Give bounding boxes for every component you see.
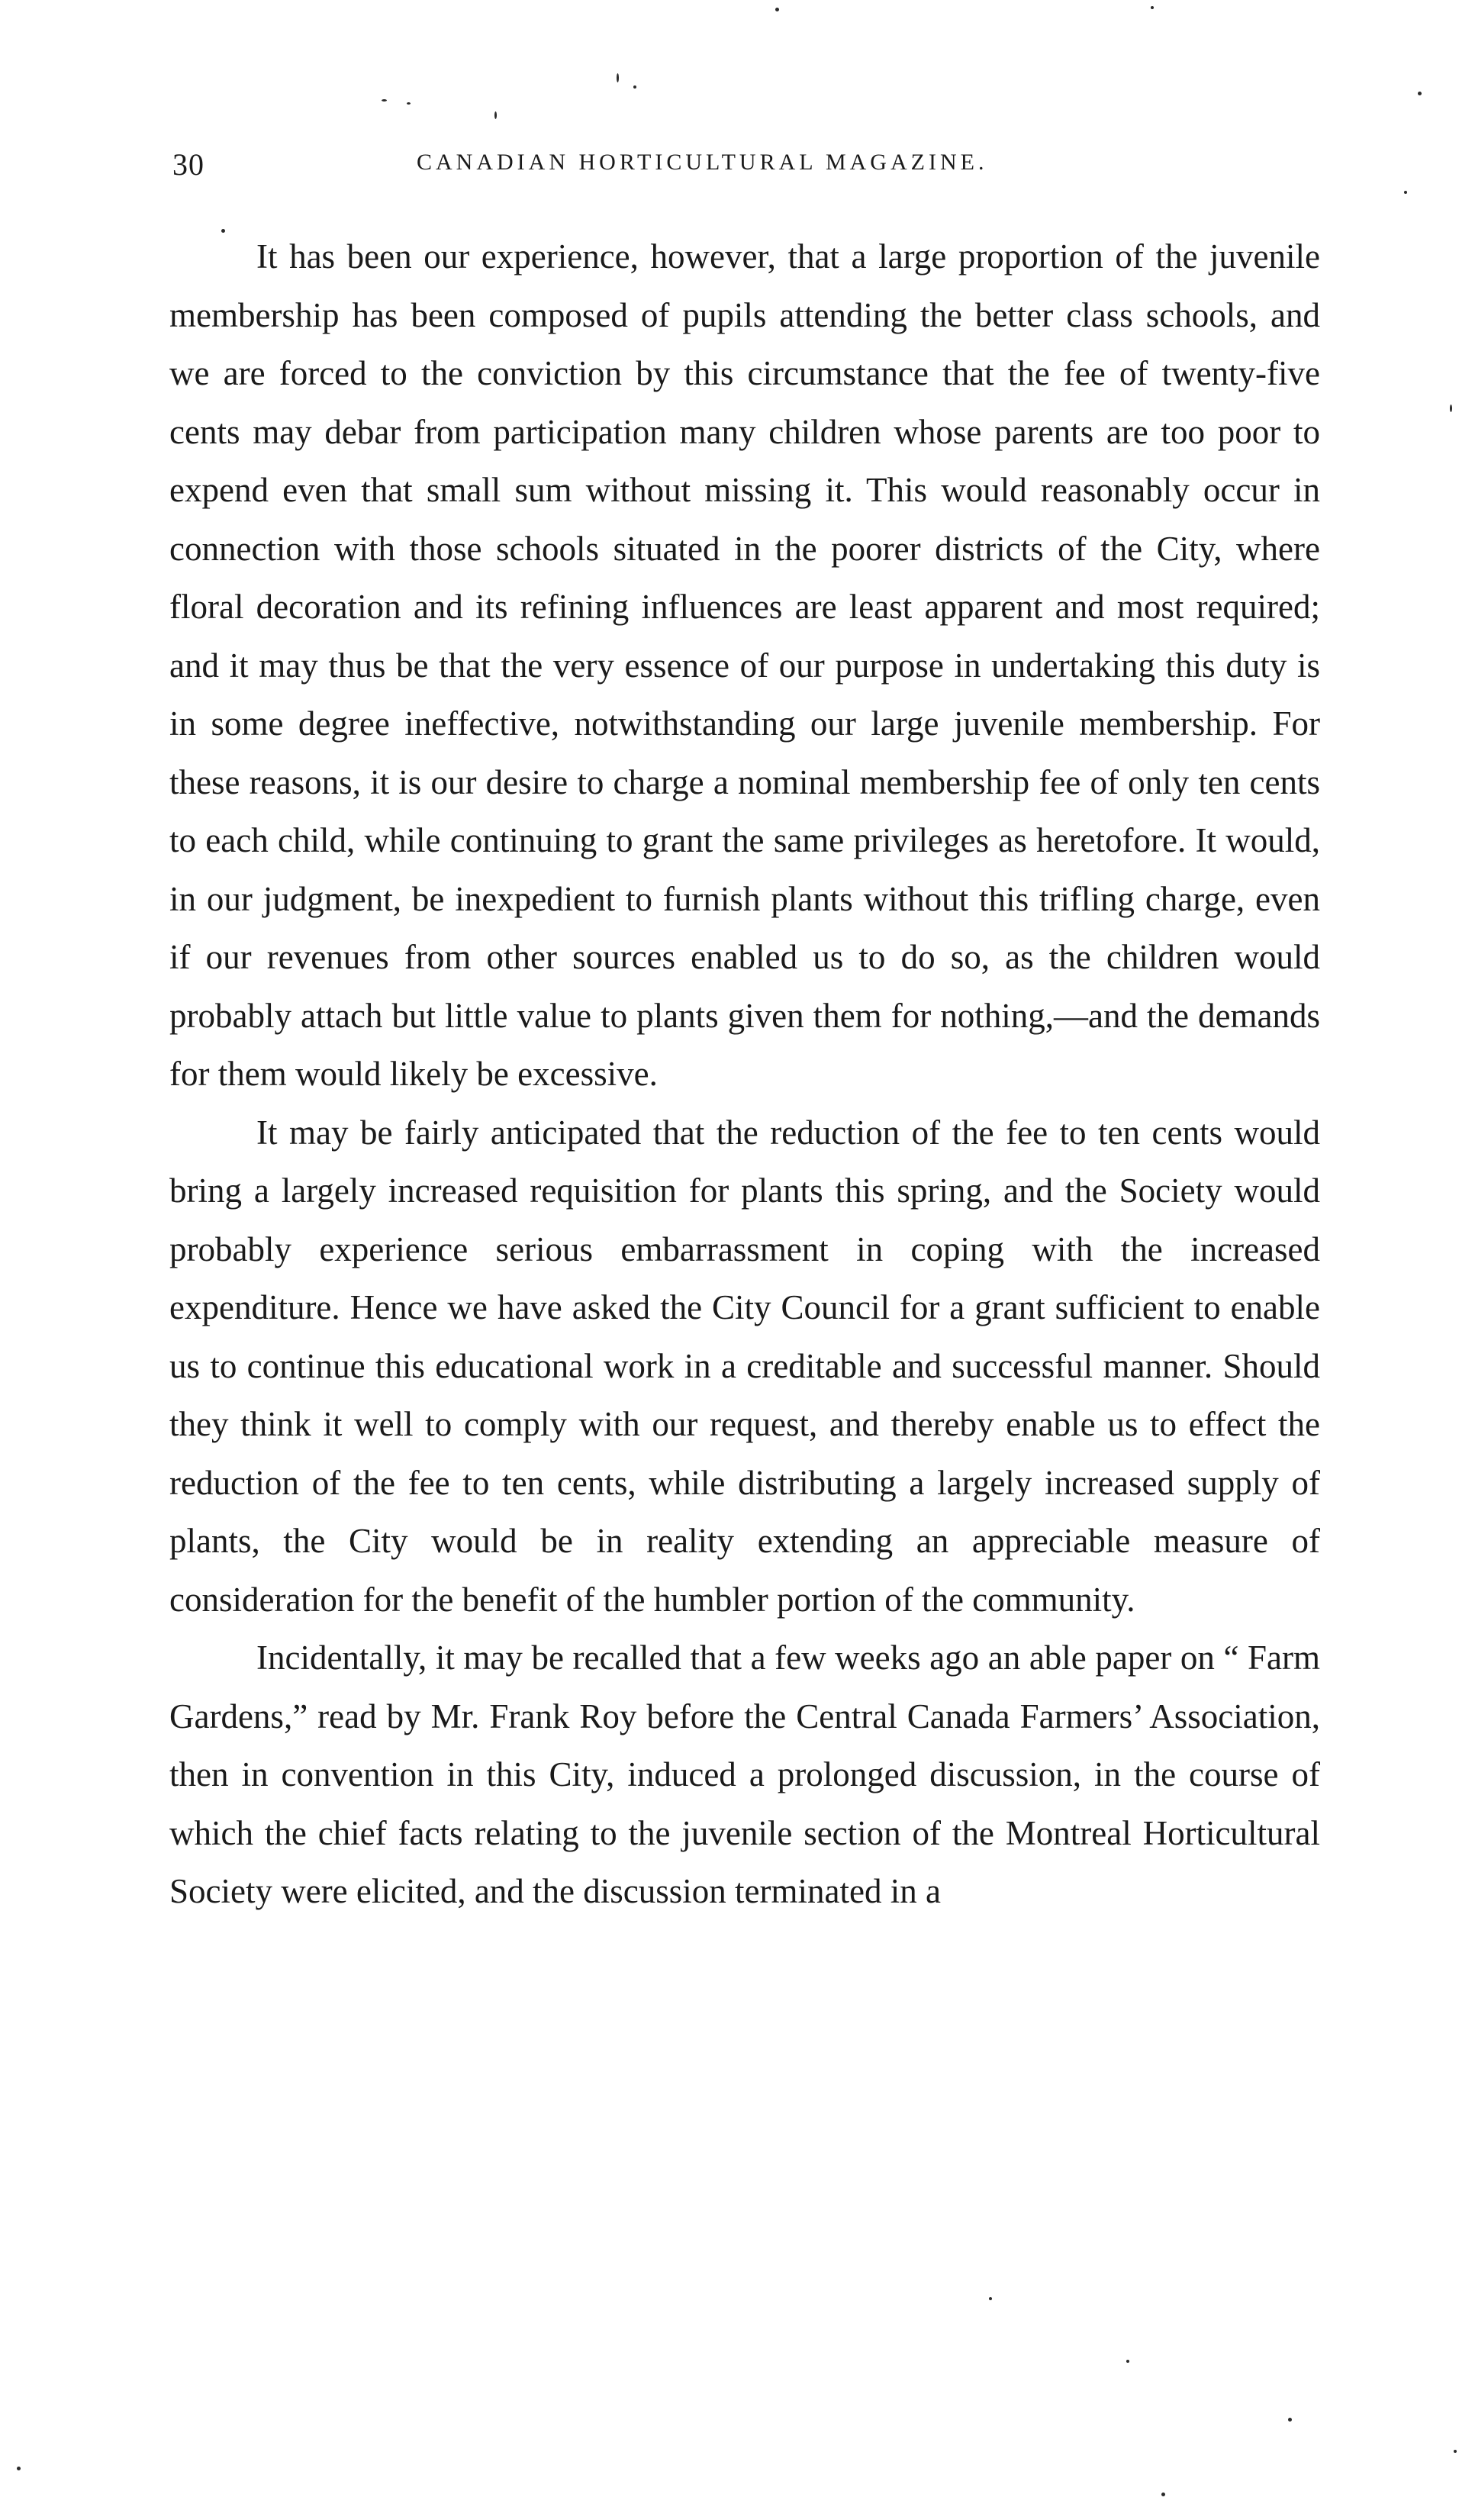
scan-speck (1454, 2450, 1457, 2453)
scan-speck (1418, 92, 1422, 95)
scan-speck (633, 85, 636, 89)
page-number: 30 (172, 147, 205, 182)
scan-speck (617, 73, 619, 82)
scan-speck (221, 229, 225, 233)
scan-speck (775, 8, 779, 11)
scan-speck (1126, 2360, 1129, 2363)
paragraph: It may be fairly anticipated that the reduction of the fee to ten cents would bring a largely increased requisition for plants this spring, and the Society would probably experience serious embarrassment in coping with the increased expenditure. Hence we have asked the City Council for a grant sufficient to enable us to continue this educational work in a creditable and successful manner. Should they think it well to comply with our request, and thereby enable us to effect the reduction of the fee to ten cents, while distributing a largely increased supply of plants, the City would be in reality extending an appreciable measure of consideration for the benefit of the humbler portion of the community. (169, 1113, 1320, 1619)
scan-speck (1151, 6, 1154, 9)
scan-speck (382, 99, 387, 102)
paragraph: Incidentally, it may be recalled that a few weeks ago an able paper on “ Farm Gardens,” read by Mr. Frank Roy before the Central Canada Farmers’ Association, then in convention in this City, induced a prolonged discussion, in the course of which the chief facts relating to the juvenile section of the Montreal Horticultural Society were elicited, and the discussion terminated in a (169, 1639, 1320, 1910)
scan-speck (1450, 404, 1452, 412)
scan-speck (17, 2467, 21, 2470)
scan-speck (1404, 191, 1407, 194)
scan-speck (1161, 2493, 1165, 2496)
running-title: CANADIAN HORTICULTURAL MAGAZINE. (417, 150, 988, 175)
paragraph: It has been our experience, however, that a large proportion of the juvenile membership has been composed of pupils attending the better class schools, and we are forced to the conviction by this circumstance that the fee of twenty-five cents may debar from participation many children whose parents are too poor to expend even that small sum without missing it. This would reasonably occur in connection with those schools situated in the poorer districts of the City, where floral decoration and its refining influences are least apparent and most required; and it may thus be that the very essence of our purpose in undertaking this duty is in some degree ineffective, notwithstanding our large juvenile membership. For these reasons, it is our desire to charge a nominal membership fee of only ten cents to each child, while continuing to grant the same privileges as heretofore. It would, in our judgment, be inexpedient to furnish plants without this trifling charge, even if our revenues from other sources enabled us to do so, as the children would probably attach but little value to plants given them for nothing,—and the demands for them would likely be excessive. (169, 237, 1320, 1093)
page-header (172, 147, 1317, 189)
scan-speck (407, 102, 411, 105)
body-text (169, 227, 1320, 1921)
scan-speck (989, 2297, 992, 2300)
scan-speck (494, 111, 497, 119)
scan-speck (1288, 2418, 1292, 2422)
